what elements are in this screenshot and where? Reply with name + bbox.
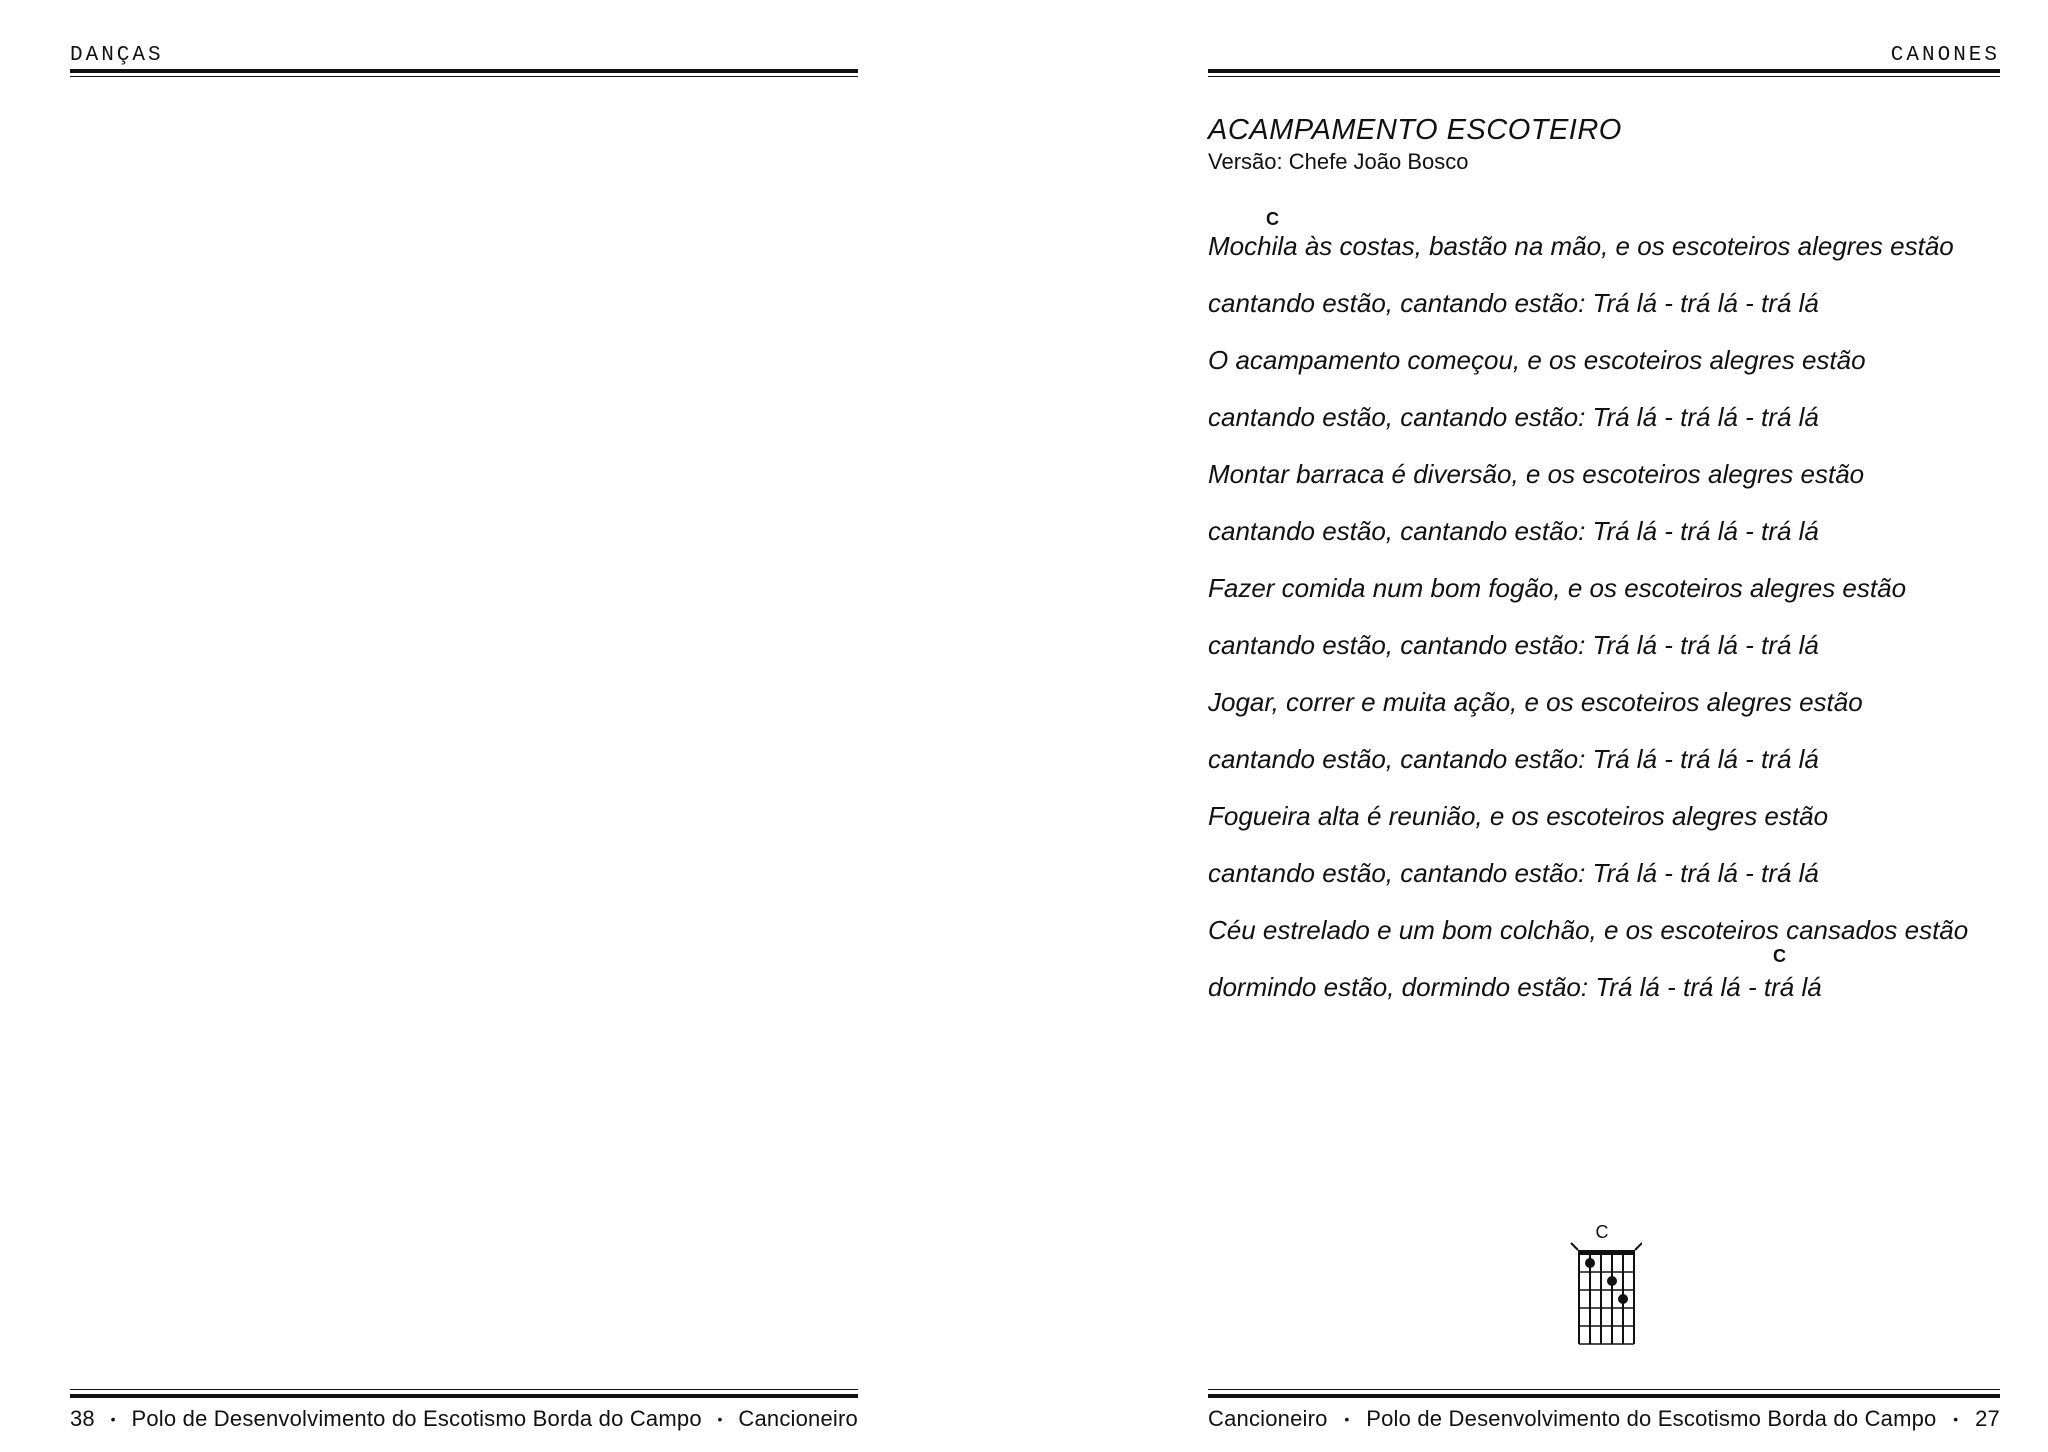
page-footer	[70, 1406, 858, 1432]
chord-nut	[1578, 1250, 1635, 1255]
right-page	[1208, 0, 2000, 1452]
header-rule-thin	[70, 76, 858, 77]
chord-finger-dot	[1607, 1276, 1617, 1286]
footer-separator: •	[1953, 1411, 1959, 1427]
chord-finger-dot	[1618, 1294, 1628, 1304]
chord-nut-flare	[1571, 1243, 1578, 1250]
lyric-line: dormindo estão, dormindo estão: Trá lá - trá lá - trá lá	[1208, 972, 1822, 1002]
lyric-line: Fazer comida num bom fogão, e os escoteiros alegres estão	[1208, 573, 1907, 603]
chord-diagram-label: C	[1595, 1222, 1609, 1242]
lyric-line: cantando estão, cantando estão: Trá lá - trá lá - trá lá	[1208, 516, 1819, 546]
lyric-line: cantando estão, cantando estão: Trá lá - trá lá - trá lá	[1208, 630, 1819, 660]
footer-book-title: Cancioneiro	[738, 1406, 858, 1431]
footer-organization: Polo de Desenvolvimento do Escotismo Borda do Campo	[1366, 1406, 1937, 1431]
chord-mark: C	[1266, 209, 1279, 229]
footer-rule	[1208, 1394, 2000, 1398]
lyric-line: Montar barraca é diversão, e os escoteiros alegres estão	[1208, 459, 1865, 489]
footer-separator: •	[1344, 1411, 1350, 1427]
lyric-line: cantando estão, cantando estão: Trá lá - trá lá - trá lá	[1208, 858, 1819, 888]
footer-rule-thin	[1208, 1389, 2000, 1390]
header-rule	[70, 69, 858, 73]
lyric-line: Fogueira alta é reunião, e os escoteiros alegres estão	[1208, 801, 1829, 831]
footer-organization: Polo de Desenvolvimento do Escotismo Borda do Campo	[131, 1406, 702, 1431]
page-footer	[1208, 1406, 2000, 1432]
lyric-line: Céu estrelado e um bom colchão, e os escoteiros cansados estão	[1208, 915, 1969, 945]
lyric-line: cantando estão, cantando estão: Trá lá - trá lá - trá lá	[1208, 288, 1819, 318]
footer-separator: •	[717, 1411, 723, 1427]
song-version: Versão: Chefe João Bosco	[1208, 149, 1469, 174]
chord-mark: C	[1773, 946, 1786, 966]
running-head: CANONES	[1890, 44, 2000, 67]
footer-rule-thin	[70, 1389, 858, 1390]
lyric-line: cantando estão, cantando estão: Trá lá - trá lá - trá lá	[1208, 402, 1819, 432]
lyric-line: O acampamento começou, e os escoteiros alegres estão	[1208, 345, 1866, 375]
song-lyrics	[1208, 228, 2000, 1026]
lyric-line: cantando estão, cantando estão: Trá lá - trá lá - trá lá	[1208, 744, 1819, 774]
lyric-line: Jogar, correr e muita ação, e os escoteiros alegres estão	[1208, 687, 1863, 717]
footer-book-title: Cancioneiro	[1208, 1406, 1328, 1431]
header-rule-thin	[1208, 76, 2000, 77]
chord-diagram	[1562, 1222, 1642, 1357]
running-head: DANÇAS	[70, 44, 164, 67]
footer-separator: •	[110, 1411, 116, 1427]
lyric-line: Mochila às costas, bastão na mão, e os escoteiros alegres estão	[1208, 231, 1954, 261]
left-page	[70, 0, 858, 1452]
page-number: 27	[1975, 1406, 2000, 1431]
footer-rule	[70, 1394, 858, 1398]
header-rule	[1208, 69, 2000, 73]
page-number: 38	[70, 1406, 95, 1431]
song-title: ACAMPAMENTO ESCOTEIRO	[1208, 114, 1622, 146]
chord-nut-flare	[1635, 1243, 1642, 1250]
chord-finger-dot	[1585, 1258, 1595, 1268]
